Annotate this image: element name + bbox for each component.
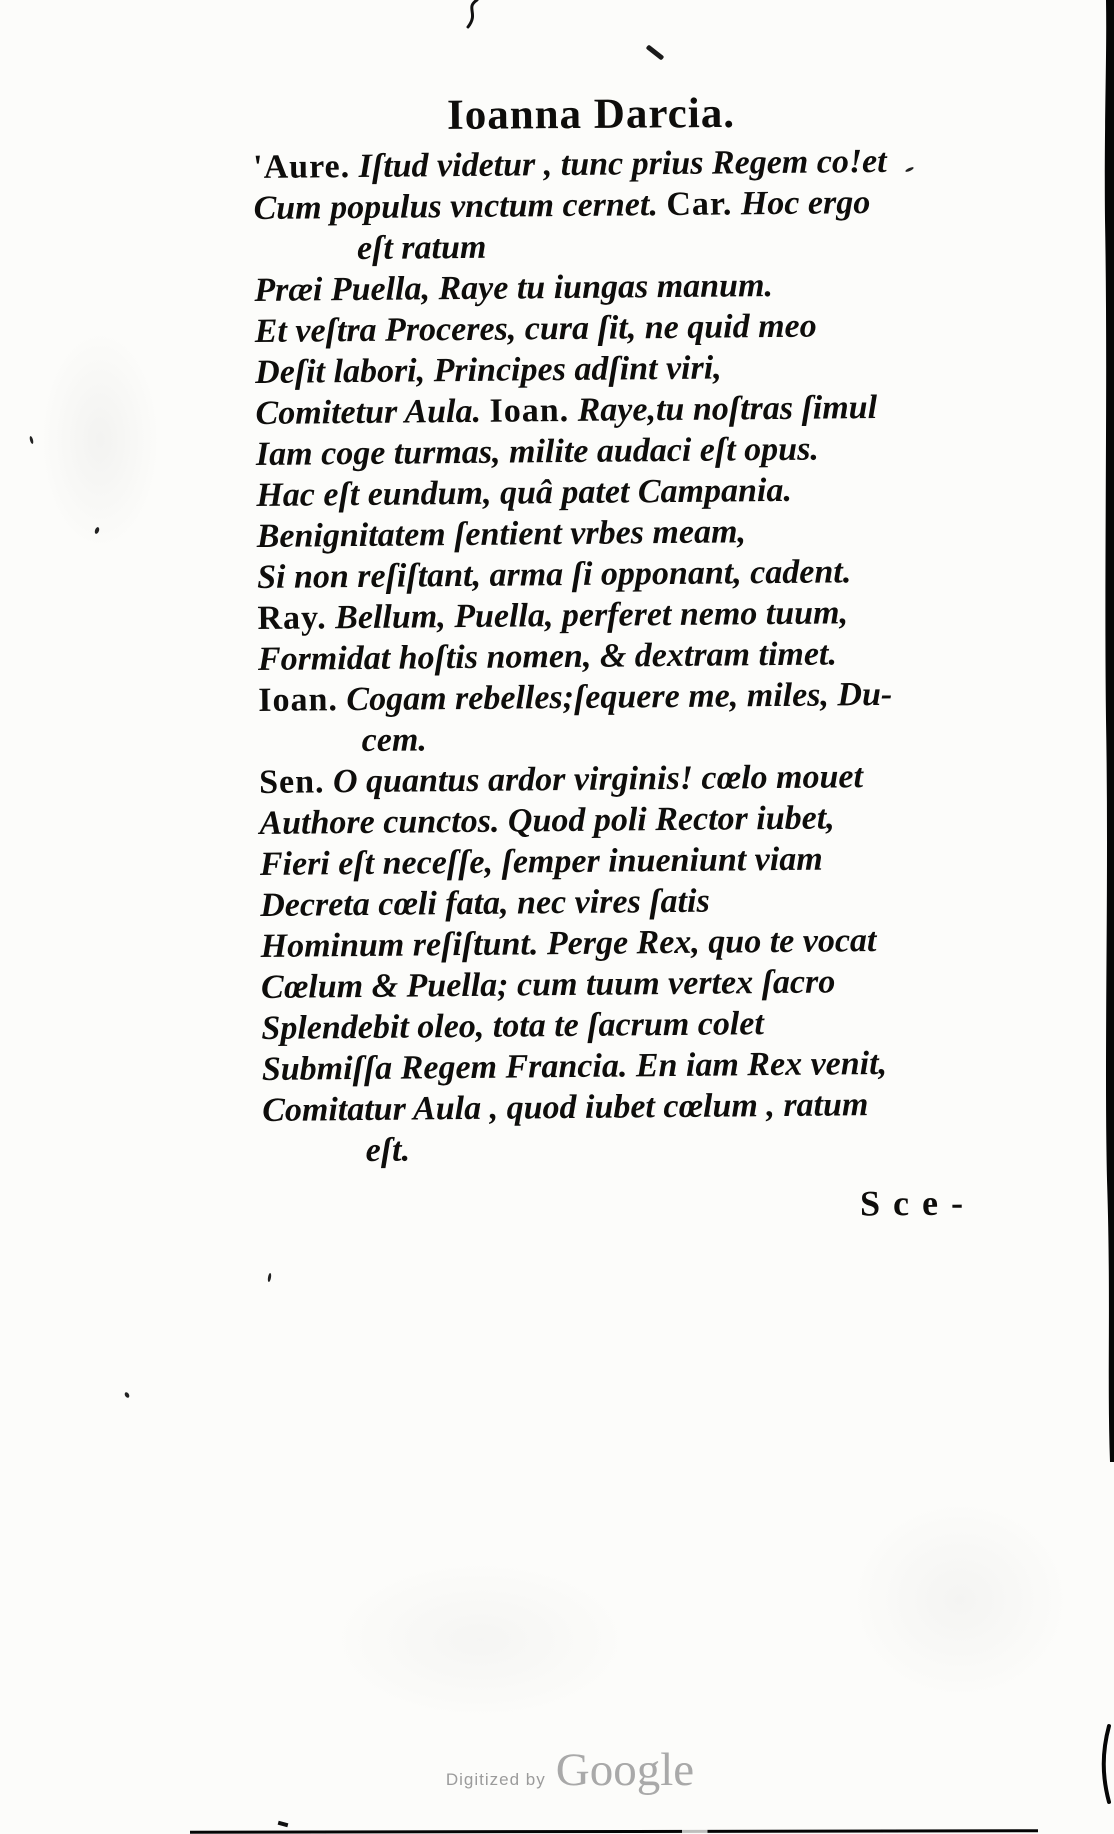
verse-line (262, 1083, 962, 1131)
verse-line (253, 140, 953, 188)
digitization-footer (0, 1743, 1114, 1797)
verse-text: Authore cunctos. Quod poli Rector iubet, (259, 799, 835, 842)
speaker-label: Ioan. (489, 391, 570, 430)
verse-line (255, 304, 955, 352)
scan-smudge (850, 1500, 1070, 1700)
verse-text: Iam coge turmas, milite audaci eſt opus. (255, 430, 820, 473)
scan-smudge (330, 1560, 630, 1720)
verse-text: Fieri eſt neceſſe, ſemper inueniunt viam (259, 840, 823, 883)
verse-line (254, 263, 954, 311)
scan-artifact-right-border (1098, 0, 1114, 1834)
digitized-by-label: Digitized by (445, 1770, 546, 1789)
verse-line (260, 878, 960, 926)
verse-text: Submiſſa Regem Francia. En iam Rex venit, (261, 1044, 888, 1088)
verse-text: Splendebit oleo, tota te ſacrum colet (261, 1005, 765, 1047)
verse-line (261, 1001, 961, 1049)
verse-text: Raye,tu noſtras ſimul (568, 389, 878, 429)
verse-line (254, 222, 954, 270)
scan-artifact-bottom-edge (190, 1829, 1038, 1833)
speaker-label: Car. (666, 185, 733, 224)
verse-line (260, 919, 960, 967)
verse-text: Cogam rebelles;ſequere me, miles, Du- (337, 675, 893, 719)
verse-text: Cum populus vnctum cernet. (253, 186, 667, 227)
verse-text: O quantus ardor virginis! cœlo mouet (324, 758, 864, 801)
verse-line (253, 181, 953, 229)
scan-smudge (40, 330, 160, 550)
verse-line (260, 837, 960, 885)
verse-line (259, 714, 959, 762)
verse-text: Decreta cœli fata, nec vires ſatis (260, 882, 710, 924)
verse-text: Si non reſiſtant, arma ſi opponant, cadent. (256, 553, 852, 596)
page-title: Ioanna Darcia. (446, 89, 736, 139)
verse-text: Et veſtra Proceres, cura ſit, ne quid meo (254, 307, 817, 350)
verse-text: Bellum, Puella, perferet nemo tuum, (326, 594, 849, 637)
verse-text: Comitetur Aula. (255, 392, 490, 432)
verse-text: cem. (361, 721, 428, 759)
verse-text: eſt ratum (356, 228, 487, 268)
verse-line (262, 1124, 962, 1172)
verse-line (259, 796, 959, 844)
verse-text: Deſit labori, Principes adſint viri, (254, 349, 722, 391)
speaker-label: Sen. (258, 763, 325, 801)
verse-text: Formidat hoſtis nomen, & dextram timet. (257, 635, 838, 678)
verse-line (255, 345, 955, 393)
verse-line (262, 1042, 962, 1090)
catchword: Sce- (859, 1182, 977, 1224)
verse-line (261, 960, 961, 1008)
speaker-label: Ray. (257, 599, 327, 637)
verse-line (258, 673, 958, 721)
verse-text: Cœlum & Puella; cum tuum vertex ſacro (260, 963, 836, 1006)
verse-text: Hoc ergo (732, 184, 871, 223)
verse-line (255, 386, 955, 434)
verse-text: Hominum reſiſtunt. Perge Rex, quo te vocat (260, 922, 877, 965)
verse-line (257, 550, 957, 598)
verse-line (259, 755, 959, 803)
scan-artifact-tick (278, 1821, 289, 1827)
verse-text: eſt. (365, 1131, 411, 1169)
scan-speck (267, 1273, 272, 1282)
verse-line (258, 632, 958, 680)
google-watermark: Google (555, 1744, 695, 1796)
verse-line (257, 509, 957, 557)
verse-line (256, 468, 956, 516)
speaker-label: Ioan. (258, 681, 339, 719)
verse-line (257, 591, 957, 639)
scan-artifact-squiggle (455, 0, 495, 32)
verse-text: Hac eſt eundum, quâ patet Campania. (256, 471, 793, 514)
scan-artifact-tick (646, 44, 665, 60)
verse-text: Iſtud videtur , tunc prius Regem co!et (349, 142, 887, 186)
verse-line (256, 427, 956, 475)
scan-speck (124, 1391, 130, 1398)
scan-speck (94, 527, 100, 535)
verse-text-block (253, 140, 963, 1172)
speaker-label: 'Aure. (253, 148, 351, 186)
scan-speck (29, 436, 34, 445)
verse-text: Benignitatem ſentient vrbes meam, (256, 513, 747, 555)
verse-text: Præi Puella, Raye tu iungas manum. (254, 267, 774, 309)
verse-text: Comitatur Aula , quod iubet cœlum , ratum (262, 1086, 869, 1129)
